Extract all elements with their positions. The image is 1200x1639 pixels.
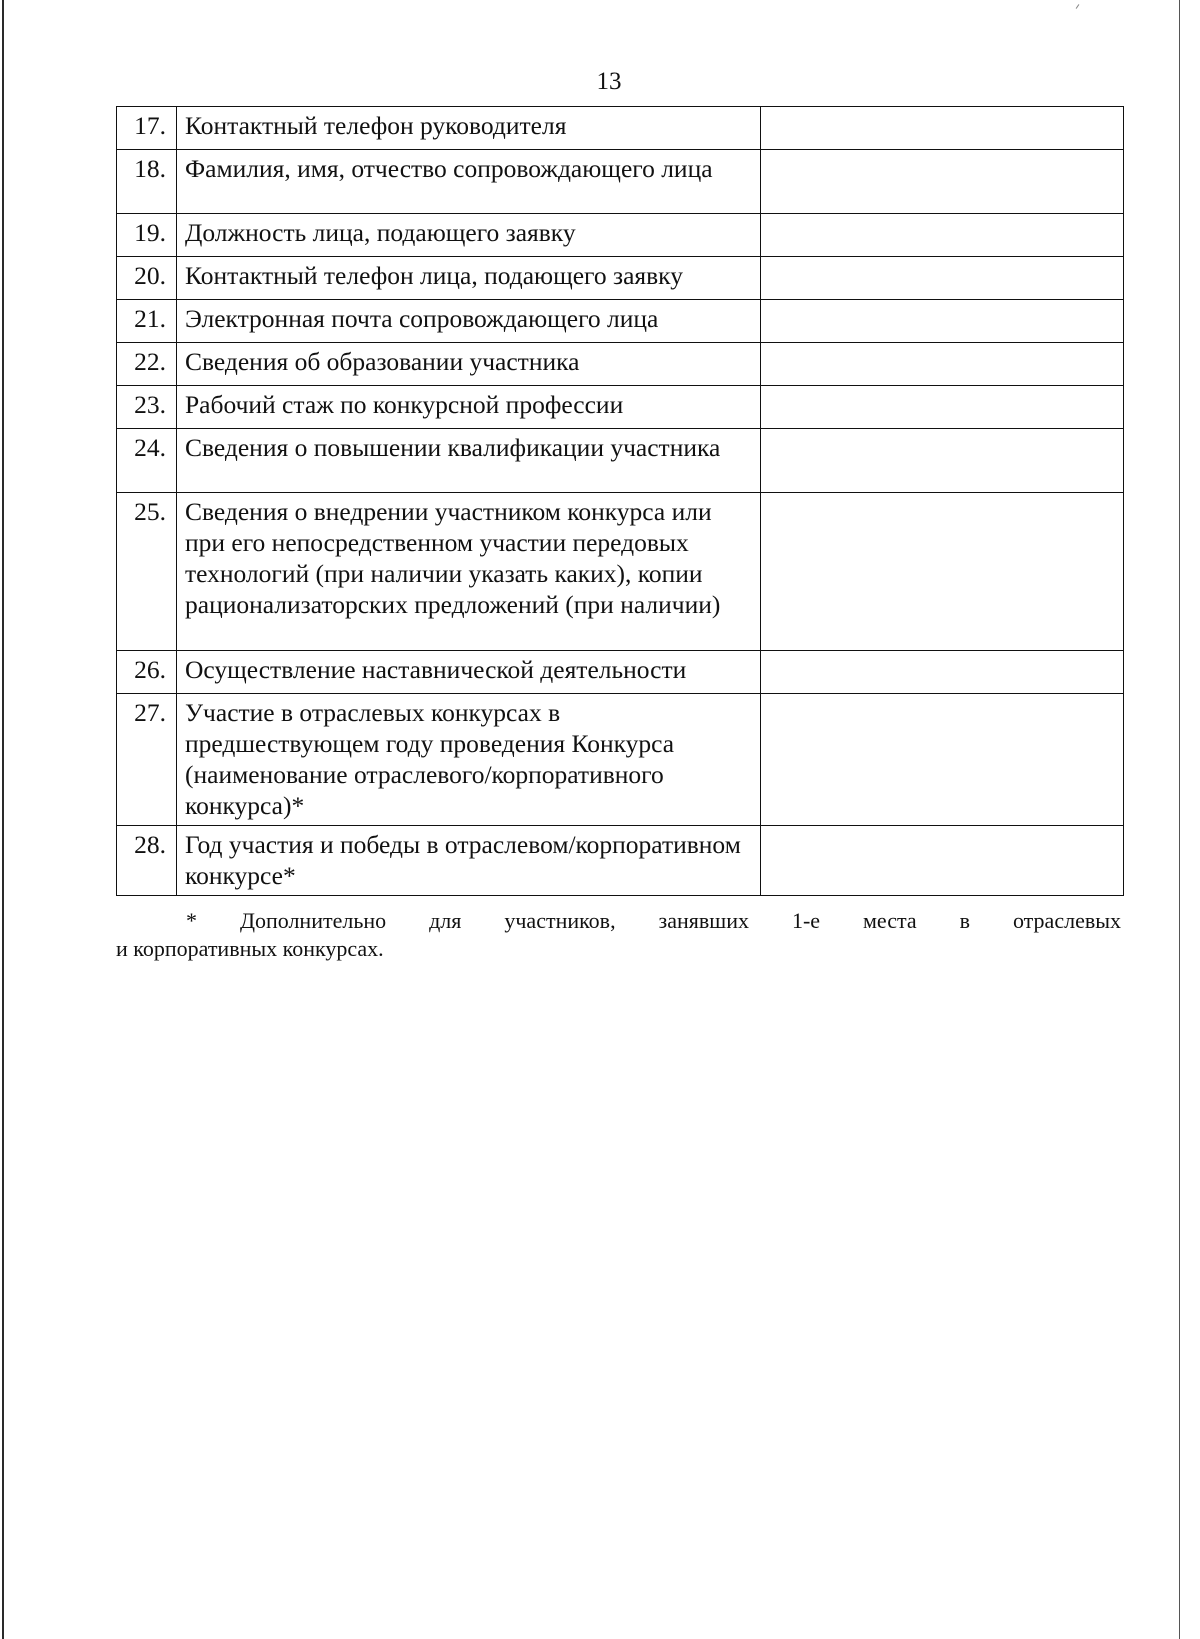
table-row <box>117 429 1124 493</box>
page-number: 13 <box>596 68 622 95</box>
scan-mark <box>1076 4 1080 9</box>
footnote-line-1: * Дополнительно для участников, занявших 1-е места в отраслевых <box>186 908 1121 933</box>
row-value-cell[interactable] <box>761 651 1124 694</box>
footnote-line-2: и корпоративных конкурсах. <box>116 936 384 961</box>
row-number: 20. <box>117 257 177 300</box>
table-row <box>117 300 1124 343</box>
table-row <box>117 694 1124 826</box>
row-label: Фамилия, имя, отчество сопровождающего лица <box>177 150 761 214</box>
row-value-cell[interactable] <box>761 343 1124 386</box>
row-number: 23. <box>117 386 177 429</box>
row-label: Участие в отраслевых конкурсах в предшествующем году проведения Конкурса (наименование отраслевого/корпоративного конкурса)* <box>177 694 761 826</box>
row-value-cell[interactable] <box>761 826 1124 896</box>
row-label: Сведения о внедрении участником конкурса или при его непосредственном участии передовых технологий (при наличии указать каких), копии рационализаторских предложений (при наличии) <box>177 493 761 651</box>
application-form-table <box>116 106 1124 896</box>
row-label: Рабочий стаж по конкурсной профессии <box>177 386 761 429</box>
table-row <box>117 651 1124 694</box>
table-row <box>117 107 1124 150</box>
row-label: Осуществление наставнической деятельности <box>177 651 761 694</box>
row-number: 18. <box>117 150 177 214</box>
row-label: Сведения о повышении квалификации участника <box>177 429 761 493</box>
table-row <box>117 257 1124 300</box>
row-number: 26. <box>117 651 177 694</box>
row-value-cell[interactable] <box>761 429 1124 493</box>
scan-edge-right <box>1179 0 1180 1639</box>
row-value-cell[interactable] <box>761 300 1124 343</box>
row-number: 28. <box>117 826 177 896</box>
row-label: Контактный телефон лица, подающего заявку <box>177 257 761 300</box>
scan-edge-left <box>2 0 4 1639</box>
row-number: 27. <box>117 694 177 826</box>
row-value-cell[interactable] <box>761 493 1124 651</box>
row-label: Год участия и победы в отраслевом/корпоративном конкурсе* <box>177 826 761 896</box>
row-number: 22. <box>117 343 177 386</box>
row-value-cell[interactable] <box>761 257 1124 300</box>
table-row <box>117 343 1124 386</box>
row-value-cell[interactable] <box>761 150 1124 214</box>
row-value-cell[interactable] <box>761 386 1124 429</box>
row-value-cell[interactable] <box>761 214 1124 257</box>
row-number: 21. <box>117 300 177 343</box>
table-row <box>117 386 1124 429</box>
table-row <box>117 214 1124 257</box>
row-number: 17. <box>117 107 177 150</box>
row-label: Контактный телефон руководителя <box>177 107 761 150</box>
table-row <box>117 150 1124 214</box>
row-label: Должность лица, подающего заявку <box>177 214 761 257</box>
row-label: Электронная почта сопровождающего лица <box>177 300 761 343</box>
row-value-cell[interactable] <box>761 694 1124 826</box>
footnote <box>116 907 1121 963</box>
row-label: Сведения об образовании участника <box>177 343 761 386</box>
table-row <box>117 493 1124 651</box>
row-number: 25. <box>117 493 177 651</box>
row-number: 24. <box>117 429 177 493</box>
table-row <box>117 826 1124 896</box>
row-number: 19. <box>117 214 177 257</box>
row-value-cell[interactable] <box>761 107 1124 150</box>
